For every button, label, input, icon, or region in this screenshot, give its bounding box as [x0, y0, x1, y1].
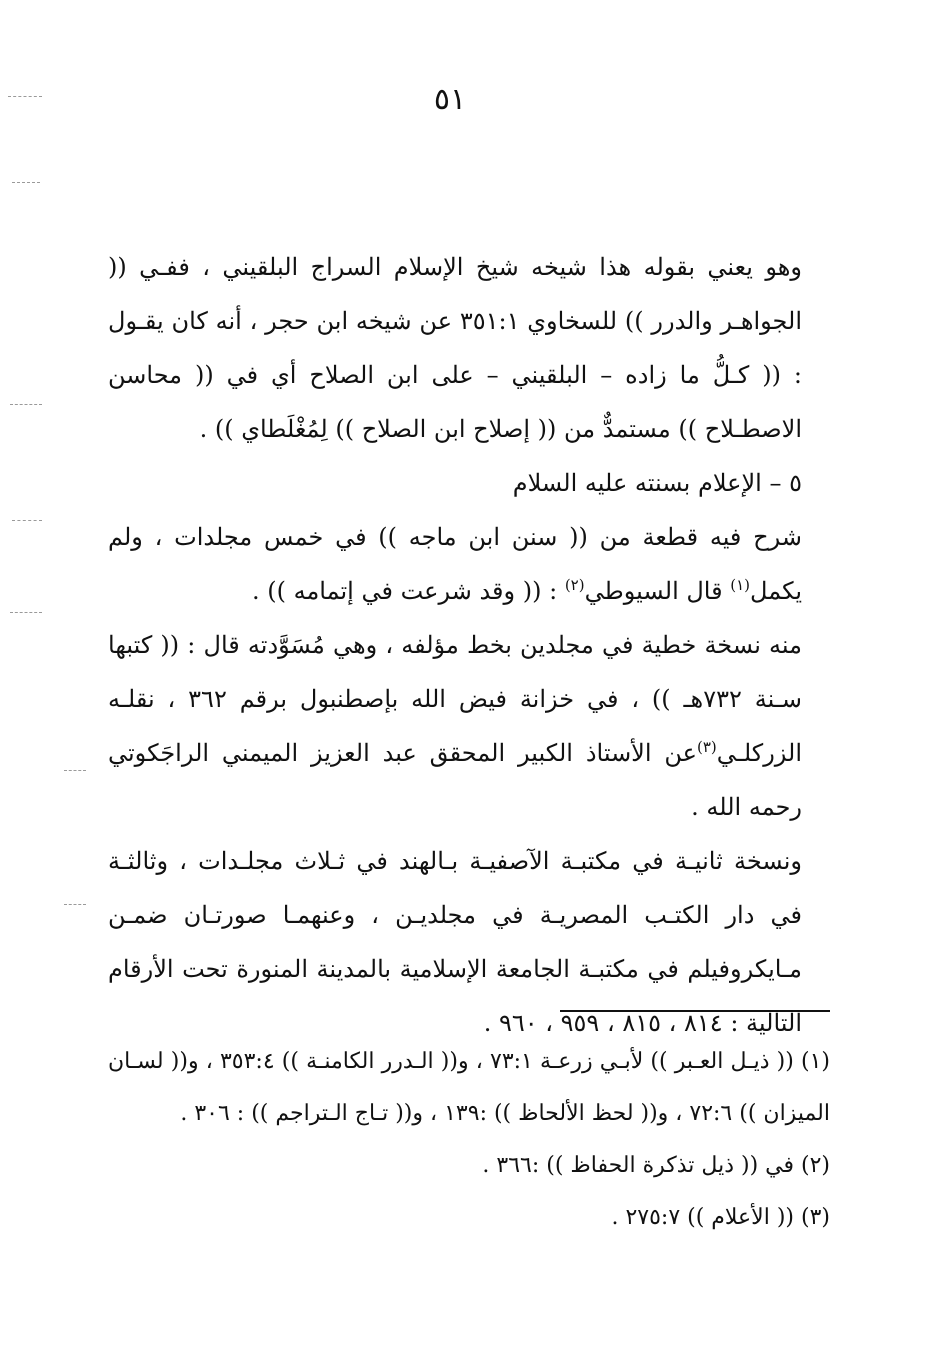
paragraph-2: [108, 510, 830, 618]
scan-margin-mark: [8, 96, 42, 97]
paragraph-2-text-c: : (( وقد شرعت في إتمامه )) .: [251, 577, 558, 605]
paragraph-3: [108, 618, 830, 834]
paragraph-1: وهو يعني بقوله هذا شيخه شيخ الإسلام السراج البلقيني ، ففـي (( الجواهـر والدرر )) للسخاوي ٣٥١:١ عن شيخه ابن حجر ، أنه كان يقـول : (( كـلُّ ما زاده – البلقيني – على ابن الصلاح أي في (( محاسن الاصطـلاح )) مستمدٌّ من (( إصلاح ابن الصلاح )) لِمُغْلَطاي )) .: [108, 253, 803, 443]
paragraph-4: ونسخة ثانيـة في مكتبـة الآصفيـة بـالهند في ثـلاث مجلـدات ، وثالثـة في دار الكتـب المصريـة في مجلديـن ، وعنهمـا صورتـان ضمـن مـايكروفيلم في مكتبـة الجامعة الإسلامية بالمدينة المنورة تحت الأرقام التالية : ٨١٤ ، ٨١٥ ، ٩٥٩ ، ٩٦٠ .: [108, 847, 802, 1037]
scan-margin-mark: [64, 904, 86, 905]
scan-margin-mark: [64, 770, 86, 771]
paragraph-3-text: منه نسخة خطية في مجلدين بخط مؤلفه ، وهي مُسَوَّدته قال : (( كتبها سـنة ٧٣٢هـ )) ، في خزانة فيض الله بإصطنبول برقم ٣٦٢ ، نقلـه الزركلـي: [108, 631, 803, 767]
footnotes: [108, 1036, 830, 1244]
paragraph-3-text-b: عن الأستاذ الكبير المحقق عبد العزيز الميمني الراجَكوتي رحمه الله .: [108, 739, 802, 821]
page-number: ٥١: [433, 82, 467, 117]
scan-margin-mark: [10, 612, 42, 613]
footnote-1: (١) (( ذيـل العـبر )) لأبـي زرعـة ٧٣:١ ، و(( الـدرر الكامنـة )) ٣٥٣:٤ ، و(( لسـان الميزان )) ٧٢:٦ ، و(( لحظ الألحاظ )) :١٣٩ ، و(( تـاج الـتراجم )) : ٣٠٦ .: [108, 1049, 830, 1126]
paragraph-2-text: شرح فيه قطعة من (( سنن ابن ماجه )) في خمس مجلدات ، ولم يكمل: [108, 523, 802, 605]
main-text: [108, 240, 830, 1050]
footnote-2: (٢) في (( ذيل تذكرة الحفاظ )) :٣٦٦ .: [482, 1153, 830, 1178]
footnote-ref-1: (١): [730, 576, 751, 594]
scan-margin-mark: [10, 404, 42, 405]
footnote-ref-2: (٢): [564, 576, 585, 594]
scan-margin-mark: [12, 520, 42, 521]
section-heading: ٥ – الإعلام بسنته عليه السلام: [512, 469, 802, 497]
footnote-separator: [560, 1010, 830, 1012]
footnote-ref-3: (٣): [697, 738, 717, 756]
paragraph-2-text-b: قال السيوطي: [584, 577, 723, 605]
scan-margin-mark: [12, 182, 40, 183]
footnote-3: (٣) (( الأعلام )) ٢٧٥:٧ .: [611, 1205, 830, 1230]
